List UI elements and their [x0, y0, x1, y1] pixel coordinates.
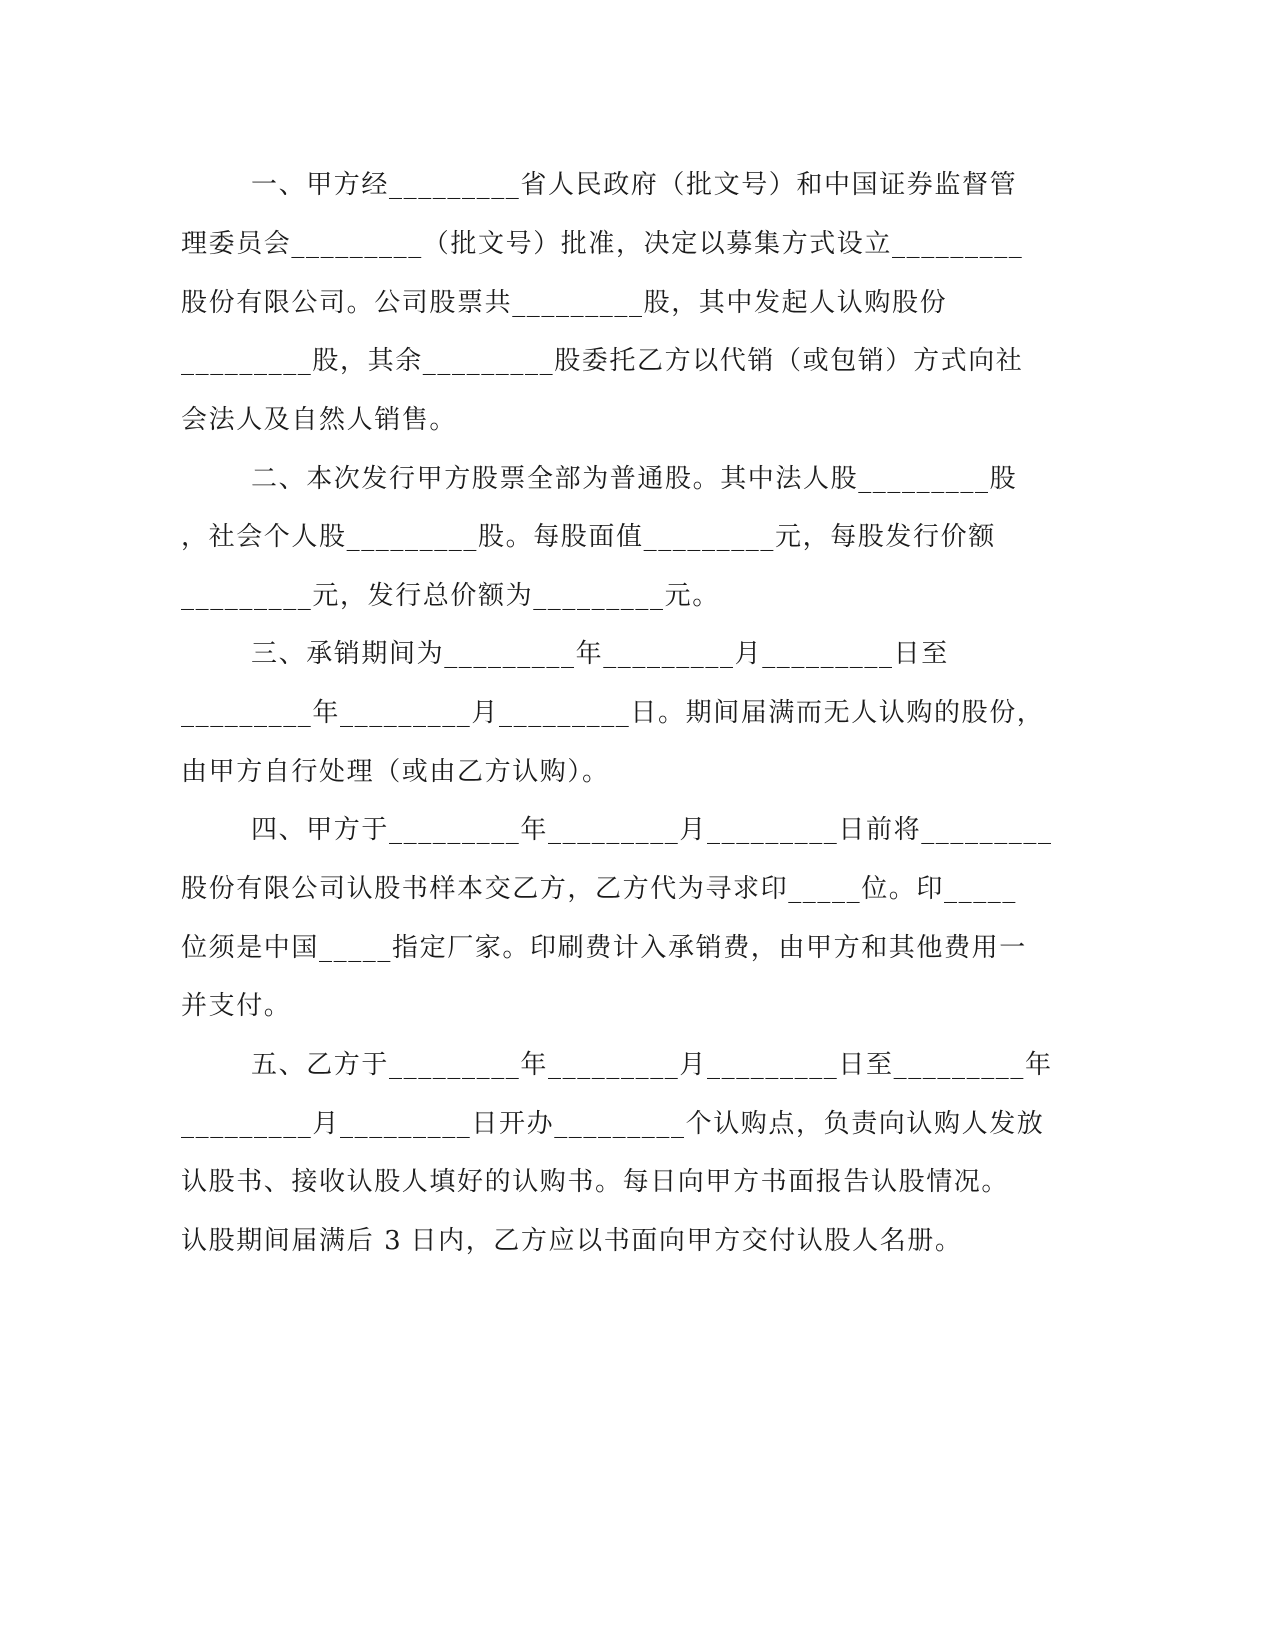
clause-4-line-3: 位须是中国_____指定厂家。印刷费计入承销费，由甲方和其他费用一 — [181, 933, 1027, 963]
clause-5-line-2: _________月_________日开办_________个认购点，负责向认购人发放 — [181, 1109, 1045, 1139]
clause-1-line-5: 会法人及自然人销售。 — [181, 405, 458, 435]
clause-1-line-3: 股份有限公司。公司股票共_________股，其中发起人认购股份 — [181, 288, 948, 318]
clause-4-line-1: 四、甲方于_________年_________月_________日前将_________ — [251, 815, 1053, 845]
clause-1-line-1: 一、甲方经_________省人民政府（批文号）和中国证券监督管 — [251, 170, 1018, 200]
clause-4-line-4: 并支付。 — [181, 991, 292, 1021]
clause-4-line-2: 股份有限公司认股书样本交乙方，乙方代为寻求印_____位。印_____ — [181, 874, 1018, 904]
line-text-segment: 日内，乙方应以书面向甲方交付认股人名册。 — [400, 1226, 963, 1256]
clause-1-line-2: 理委员会_________（批文号）批准，决定以募集方式设立_________ — [181, 229, 1024, 259]
line-text-segment: 认股期间届满后 — [181, 1226, 385, 1256]
clause-2-line-3: _________元，发行总价额为_________元。 — [181, 581, 720, 611]
clause-3-line-3: 由甲方自行处理（或由乙方认购）。 — [181, 757, 610, 787]
clause-5-line-4 — [0, 1221, 1275, 1261]
clause-3-line-2: _________年_________月_________日。期间届满而无人认购的股份， — [181, 698, 1045, 728]
clause-5-line-3: 认股书、接收认股人填好的认购书。每日向甲方书面报告认股情况。 — [181, 1167, 1010, 1197]
clause-3-line-1: 三、承销期间为_________年_________月_________日至 — [251, 639, 949, 669]
clause-2-line-1: 二、本次发行甲方股票全部为普通股。其中法人股_________股 — [251, 464, 1018, 494]
clause-2-line-2: ，社会个人股_________股。每股面值_________元，每股发行价额 — [181, 522, 996, 552]
day-count-number: 3 — [384, 1226, 401, 1256]
clause-5-line-1: 五、乙方于_________年_________月_________日至_________年 — [251, 1050, 1053, 1080]
clause-1-line-4: _________股，其余_________股委托乙方以代销（或包销）方式向社 — [181, 346, 1024, 376]
